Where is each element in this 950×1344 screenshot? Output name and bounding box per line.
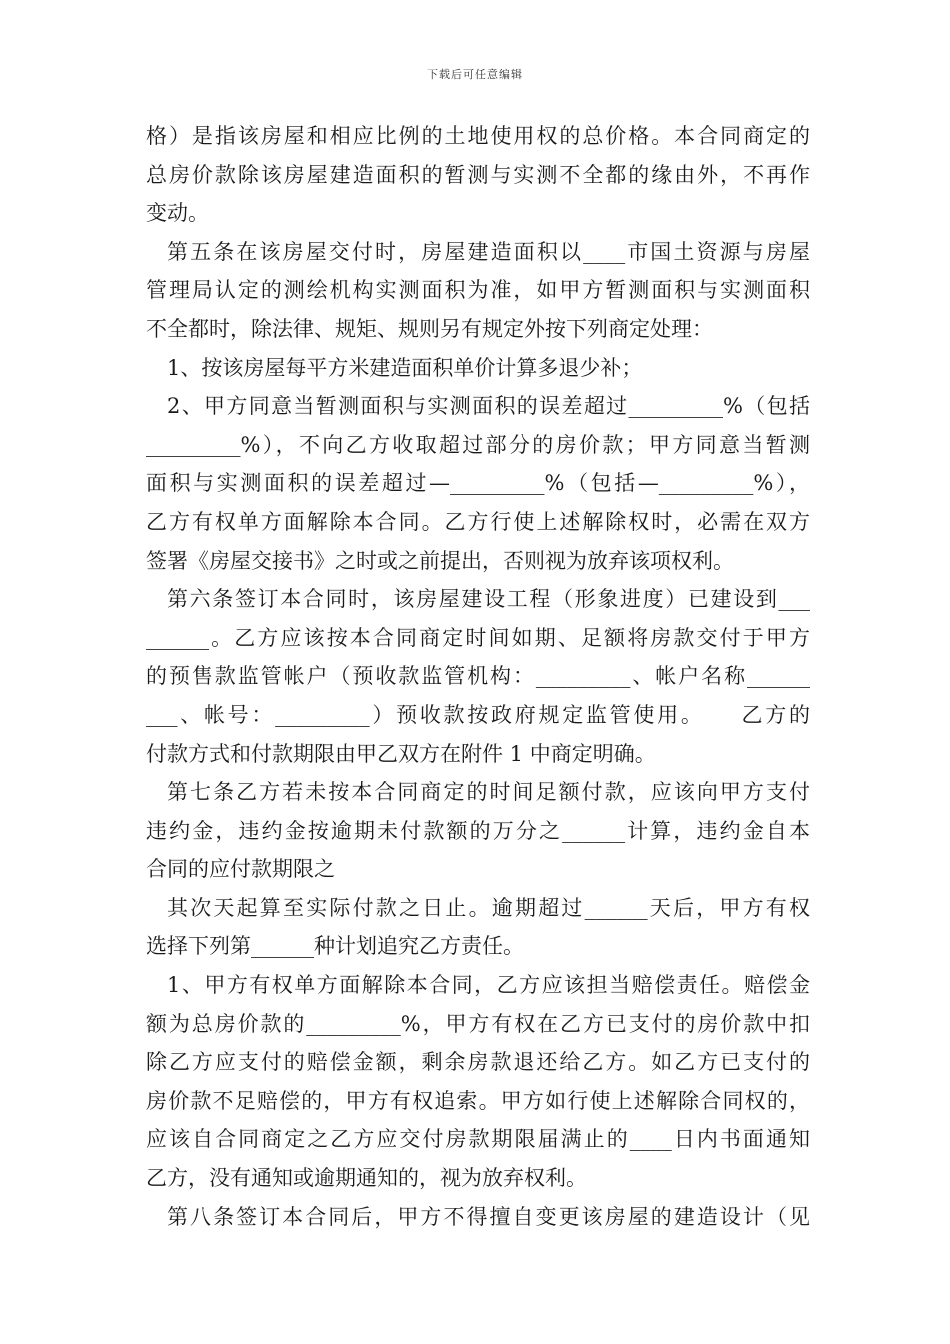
text-line: 第五条在该房屋交付时，房屋建造面积以____市国土资源与房屋: [167, 239, 810, 264]
text-line: 第七条乙方若未按本合同商定的时间足额付款，应该向甲方支付: [167, 780, 810, 805]
text-line: 的预售款监管帐户（预收款监管机构：_________、帐户名称______: [146, 664, 810, 689]
text-line: 其次天起算至实际付款之日止。逾期超过______天后，甲方有权: [167, 895, 810, 920]
text-line: 管理局认定的测绘机构实测面积为准，如甲方暂测面积与实测面积: [146, 278, 810, 303]
text-line: 变动。: [146, 201, 209, 226]
text-line: 1、甲方有权单方面解除本合同，乙方应该担当赔偿责任。赔偿金: [167, 973, 810, 998]
text-line: 除乙方应支付的赔偿金额，剩余房款退还给乙方。如乙方已支付的: [146, 1050, 810, 1075]
text-line: 违约金，违约金按逾期未付款额的万分之______计算，违约金自本: [146, 818, 810, 843]
text-line: _________%），不向乙方收取超过部分的房价款；甲方同意当暂测: [146, 432, 810, 457]
text-line: ___、帐号：_________）预收款按政府规定监管使用。 乙方的: [146, 702, 810, 727]
text-line: 2、甲方同意当暂测面积与实测面积的误差超过_________%（包括: [167, 394, 810, 419]
text-line: 付款方式和付款期限由甲乙双方在附件 1 中商定明确。: [146, 741, 656, 766]
text-line: 面积与实测面积的误差超过—_________%（包括—_________%），: [146, 471, 810, 496]
text-line: 总房价款除该房屋建造面积的暂测与实测不全都的缘由外，不再作: [146, 162, 810, 187]
text-line: 第六条签订本合同时，该房屋建设工程（形象进度）已建设到___: [167, 587, 810, 612]
text-line: 额为总房价款的_________%，甲方有权在乙方已支付的房价款中扣: [146, 1011, 810, 1036]
text-line: 1、按该房屋每平方米建造面积单价计算多退少补；: [167, 355, 643, 380]
text-line: 选择下列第______种计划追究乙方责任。: [146, 934, 524, 959]
text-line: 乙方，没有通知或逾期通知的，视为放弃权利。: [146, 1166, 587, 1191]
text-line: 乙方有权单方面解除本合同。乙方行使上述解除权时，必需在双方: [146, 509, 810, 534]
text-line: 签署《房屋交接书》之时或之前提出，否则视为放弃该项权利。: [146, 548, 734, 573]
text-line: 应该自合同商定之乙方应交付房款期限届满止的____日内书面通知: [146, 1127, 810, 1152]
text-line: 第八条签订本合同后，甲方不得擅自变更该房屋的建造设计（见: [167, 1204, 810, 1229]
page-header: 下载后可任意编辑: [427, 68, 523, 81]
text-line: 房价款不足赔偿的，甲方有权追索。甲方如行使上述解除合同权的，: [146, 1088, 810, 1113]
text-line: 不全都时，除法律、规矩、规则另有规定外按下列商定处理：: [146, 316, 713, 341]
text-line: 合同的应付款期限之: [146, 857, 335, 882]
text-line: ______。乙方应该按本合同商定时间如期、足额将房款交付于甲方: [146, 625, 810, 650]
document-body: [146, 117, 810, 1236]
text-line: 格）是指该房屋和相应比例的土地使用权的总价格。本合同商定的: [146, 124, 810, 148]
